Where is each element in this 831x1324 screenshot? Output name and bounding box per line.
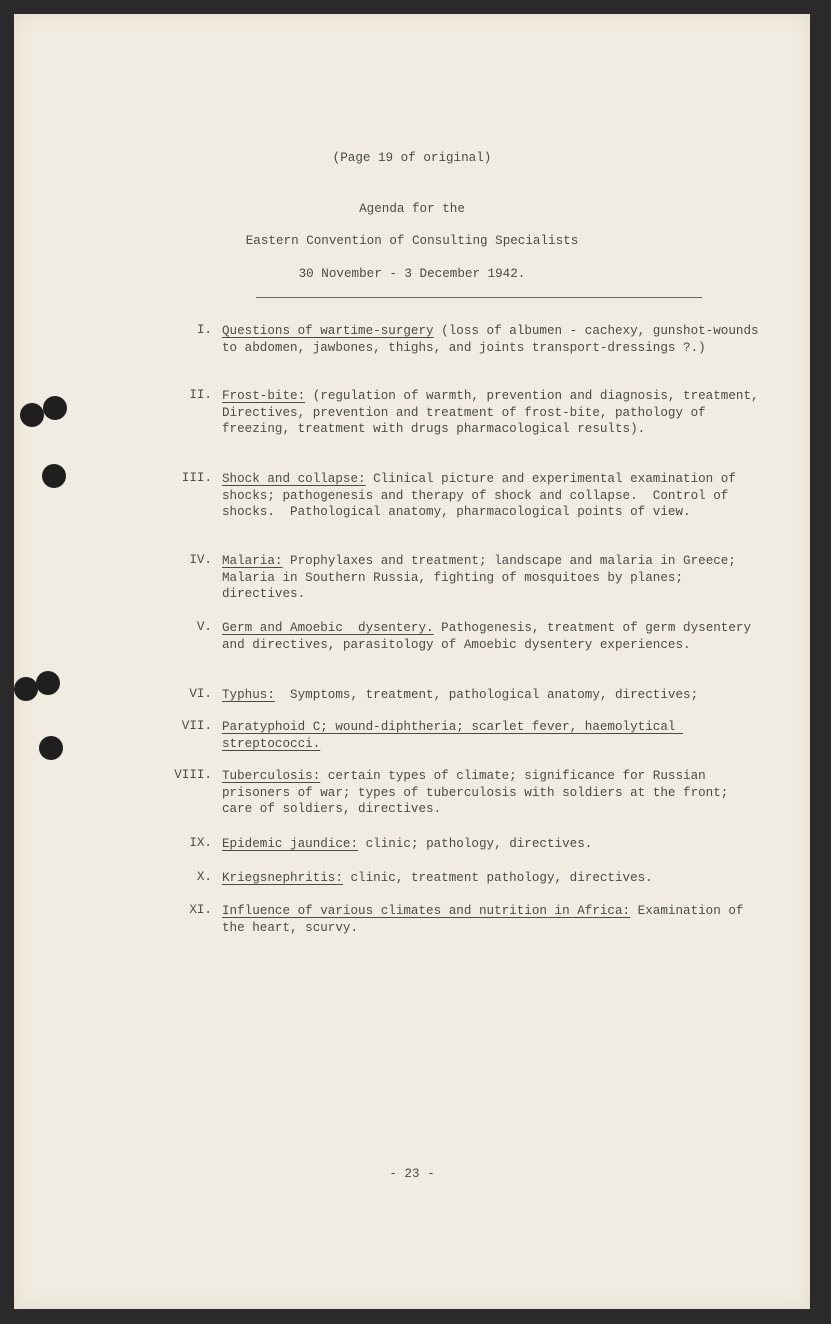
item-number: VI. xyxy=(189,687,212,701)
item-title: Malaria: xyxy=(222,554,283,568)
original-page-reference: (Page 19 of original) xyxy=(332,151,492,165)
header-divider xyxy=(256,297,702,298)
page-number: - 23 - xyxy=(389,1167,435,1181)
item-text: Pathogenesis, treatment of germ dysentery and directives, parasitology of Amoebic dysentery experiences. xyxy=(222,621,759,652)
item-text: Prophylaxes and treatment; landscape and malaria in Greece; Malaria in Southern Russia, fighting of mosquitoes by planes; directives. xyxy=(222,554,744,601)
item-number: V. xyxy=(196,620,212,634)
item-text: (loss of albumen - cachexy, gunshot-wounds to abdomen, jawbones, thighs, and joints transport-dressings ?.) xyxy=(222,324,767,355)
punch-hole xyxy=(42,464,66,488)
item-title: Typhus: xyxy=(222,688,275,702)
item-text: Examination of the heart, scurvy. xyxy=(222,904,752,935)
item-text: clinic, treatment pathology, directives. xyxy=(342,871,653,885)
item-title: Tuberculosis: xyxy=(222,769,321,783)
item-number: XI. xyxy=(189,903,212,917)
item-text: Symptoms, treatment, pathological anatomy, directives; xyxy=(274,688,699,702)
item-title: Epidemic jaundice: xyxy=(222,837,359,851)
item-number: X. xyxy=(196,870,212,884)
item-title: Frost-bite: xyxy=(222,389,306,403)
item-number: IV. xyxy=(189,553,212,567)
convention-title: Eastern Convention of Consulting Specialists xyxy=(245,234,579,248)
item-title: Shock and collapse: xyxy=(222,472,366,486)
item-title: Germ and Amoebic dysentery. xyxy=(222,621,434,635)
punch-hole xyxy=(39,736,63,760)
item-number: VIII. xyxy=(174,768,212,782)
item-title: Influence of various climates and nutrition in Africa: xyxy=(222,904,631,918)
document-page xyxy=(14,14,810,1309)
punch-hole xyxy=(36,671,60,695)
item-text: (regulation of warmth, prevention and diagnosis, treatment, Directives, prevention and treatment of frost-bite, pathology of freezing, treatment with drugs pharmacological results). xyxy=(222,389,767,436)
item-number: VII. xyxy=(181,719,212,733)
punch-hole xyxy=(14,677,38,701)
item-title: Paratyphoid C; wound-diphtheria; scarlet fever, haemolytical streptococci. xyxy=(222,720,684,751)
item-text: clinic; pathology, directives. xyxy=(358,837,593,851)
punch-hole xyxy=(20,403,44,427)
item-text: Clinical picture and experimental examination of shocks; pathogenesis and therapy of shock and collapse. Control of shocks. Pathological anatomy, pharmacological points of view. xyxy=(222,472,744,519)
convention-dates: 30 November - 3 December 1942. xyxy=(298,267,526,281)
item-text: certain types of climate; significance for Russian prisoners of war; types of tuberculosis with soldiers at the front; care of soldiers, directives. xyxy=(222,769,736,816)
punch-hole xyxy=(43,396,67,420)
item-number: IX. xyxy=(189,836,212,850)
item-number: III. xyxy=(181,471,212,485)
item-number: II. xyxy=(189,388,212,402)
item-number: I. xyxy=(196,323,212,337)
agenda-heading: Agenda for the xyxy=(359,202,465,216)
item-title: Kriegsnephritis: xyxy=(222,871,343,885)
item-title: Questions of wartime-surgery xyxy=(222,324,434,338)
